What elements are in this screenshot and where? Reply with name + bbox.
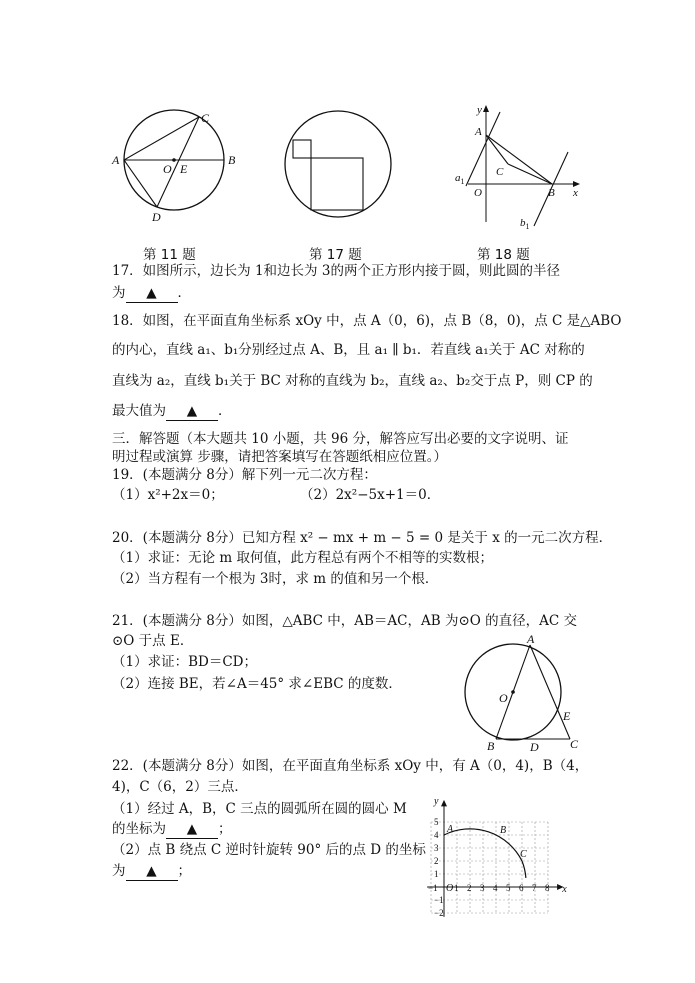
fig18-label-o: O — [474, 187, 482, 199]
q22-p2-prefix: 为 — [112, 863, 126, 879]
fig22-label-o: O — [446, 883, 454, 894]
q22-p2-suffix: ； — [177, 863, 191, 879]
fig17-small-square — [293, 140, 311, 158]
fig22-x-tick-label: 5 — [506, 883, 511, 893]
fig21-center-dot — [511, 690, 515, 694]
fig22-x-tick-label: 4 — [493, 883, 498, 893]
q22-part1a: （1）经过 A，B，C 三点的圆弧所在圆的圆心 M — [112, 801, 407, 817]
fig18-label-y: y — [477, 104, 482, 116]
q22-line1: 22．(本题满分 8分）如图，在平面直角坐标系 xOy 中，有 A（0，4)，B（4， — [112, 758, 589, 774]
figure-11 — [110, 108, 240, 226]
figure-18 — [452, 102, 587, 232]
q17-prefix: 为 — [112, 285, 126, 301]
figure-17 — [282, 108, 394, 220]
fig11-label-e: E — [180, 162, 188, 176]
fig22-y-tick-label: −1 — [434, 895, 444, 905]
q18-prefix: 最大值为 — [112, 403, 166, 419]
section3-line2: 明过程或演算 步骤，请把答案填写在答题纸相应位置。） — [112, 449, 448, 465]
figure-22 — [420, 782, 590, 922]
fig22-label-c: C — [520, 849, 527, 860]
q18-answer-blank[interactable]: ▲ — [166, 402, 218, 421]
q18-line4 — [112, 402, 232, 421]
fig22-y-arrow — [441, 800, 447, 807]
q22-p1-prefix: 的坐标为 — [112, 821, 166, 837]
fig11-chord-ac — [124, 117, 199, 160]
fig22-label-y: y — [434, 795, 439, 807]
fig21-label-e: E — [563, 709, 571, 723]
q19-part1: （1）x²+2x＝0； — [112, 487, 224, 503]
caption-fig18: 第 18 题 — [477, 247, 530, 263]
fig21-label-a: A — [527, 632, 535, 646]
fig22-y-tick-label: −2 — [434, 908, 444, 918]
figure-21 — [460, 632, 585, 754]
q20-part2: （2）当方程有一个根为 3时，求 m 的值和另一个根． — [112, 571, 439, 587]
q19-part2: （2）2x²−5x+1＝0． — [300, 487, 441, 503]
fig21-label-o: O — [499, 691, 508, 705]
fig22-x-tick-label: −1 — [428, 883, 438, 893]
q22-part2a: （2）点 B 绕点 C 逆时针旋转 90° 后的点 D 的坐标 — [112, 842, 426, 858]
fig21-side-ac — [530, 645, 570, 739]
q22-part2b — [112, 862, 191, 881]
q18-line2: 的内心，直线 a₁、b₁分别经过点 A、B，且 a₁ ∥ b₁．若直线 a₁关于 AC 对称的 — [112, 342, 585, 358]
fig22-y-tick-label: 2 — [434, 856, 439, 866]
q22-part1b — [112, 820, 232, 839]
fig22-x-tick-label: 7 — [532, 883, 537, 893]
section3-line1: 三．解答题（本大题共 10 小题，共 96 分，解答应写出必要的文字说明、证 — [112, 431, 569, 447]
fig22-x-tick-label: 6 — [519, 883, 524, 893]
fig22-x-tick-label: 1 — [454, 883, 459, 893]
fig11-label-a: A — [112, 153, 120, 167]
q17-answer-blank[interactable]: ▲ — [126, 284, 178, 303]
q21-part1: （1）求证：BD＝CD； — [112, 654, 257, 670]
q17-suffix: ． — [177, 285, 191, 301]
q17-line1: 17．如图所示，边长为 1和边长为 3的两个正方形内接于圆，则此圆的半径 — [112, 263, 560, 279]
fig22-x-tick-label: 8 — [545, 883, 550, 893]
q21-line2: ⊙O 于点 E． — [112, 633, 194, 649]
q22-line2: 4)，C（6，2）三点． — [112, 779, 248, 795]
q22-p1-answer-blank[interactable]: ▲ — [166, 820, 218, 839]
fig22-label-b: B — [500, 825, 507, 836]
fig22-y-tick-label: 4 — [434, 830, 439, 840]
fig22-x-tick-label: 3 — [480, 883, 485, 893]
q19-line1: 19．(本题满分 8分）解下列一元二次方程： — [112, 467, 377, 483]
fig18-label-b: B — [548, 187, 555, 199]
fig22-arc — [444, 829, 526, 878]
q18-line1: 18．如图，在平面直角坐标系 xOy 中，点 A（0，6)，点 B（8，0)，点 C 是△ABO — [112, 313, 622, 329]
fig22-y-tick-label: 1 — [434, 869, 439, 879]
fig22-label-a: A — [447, 824, 454, 835]
caption-fig17: 第 17 题 — [309, 247, 362, 263]
q20-part1: （1）求证：无论 m 取何值，此方程总有两个不相等的实数根； — [112, 550, 493, 566]
fig17-large-square — [311, 158, 363, 210]
q20-line1: 20．(本题满分 8分）已知方程 x² − mx + m − 5 = 0 是关于 x 的一元二次方程． — [112, 530, 613, 546]
fig18-label-c: C — [496, 166, 504, 178]
fig21-label-c: C — [570, 737, 579, 751]
fig21-label-b: B — [487, 739, 495, 753]
q17-line2 — [112, 284, 191, 303]
fig11-label-c: C — [201, 111, 210, 125]
fig11-label-b: B — [228, 153, 236, 167]
fig18-label-x: x — [573, 187, 578, 199]
fig18-label-a1: $a_1$ — [455, 172, 465, 186]
fig18-y-arrow — [483, 105, 489, 112]
fig22-label-x: x — [562, 884, 567, 895]
q22-p2-answer-blank[interactable]: ▲ — [126, 862, 178, 881]
q21-line1: 21．(本题满分 8分）如图，△ABC 中，AB＝AC，AB 为⊙O 的直径，AC 交 — [112, 613, 577, 629]
q18-suffix: ． — [218, 403, 232, 419]
fig18-label-b1: $b_1$ — [520, 217, 530, 231]
fig11-label-d: D — [152, 210, 161, 224]
fig11-chord-ad — [124, 160, 157, 207]
q18-line3: 直线为 a₂，直线 b₁关于 BC 对称的直线为 b₂，直线 a₂、b₂交于点 P，则 CP 的 — [112, 373, 593, 389]
fig18-label-a: A — [475, 126, 482, 138]
fig18-line-a1 — [466, 112, 500, 186]
caption-fig11: 第 11 题 — [143, 247, 196, 263]
fig22-y-tick-label: 3 — [434, 843, 439, 853]
fig21-label-d: D — [530, 740, 539, 754]
fig22-y-tick-label: 5 — [434, 817, 439, 827]
fig11-label-o: O — [163, 162, 172, 176]
q22-p1-suffix: ； — [218, 821, 232, 837]
fig17-circle — [285, 111, 391, 217]
fig11-center-dot — [172, 158, 176, 162]
q21-part2: （2）连接 BE，若∠A＝45° 求∠EBC 的度数． — [112, 676, 402, 692]
fig22-x-tick-label: 2 — [467, 883, 472, 893]
